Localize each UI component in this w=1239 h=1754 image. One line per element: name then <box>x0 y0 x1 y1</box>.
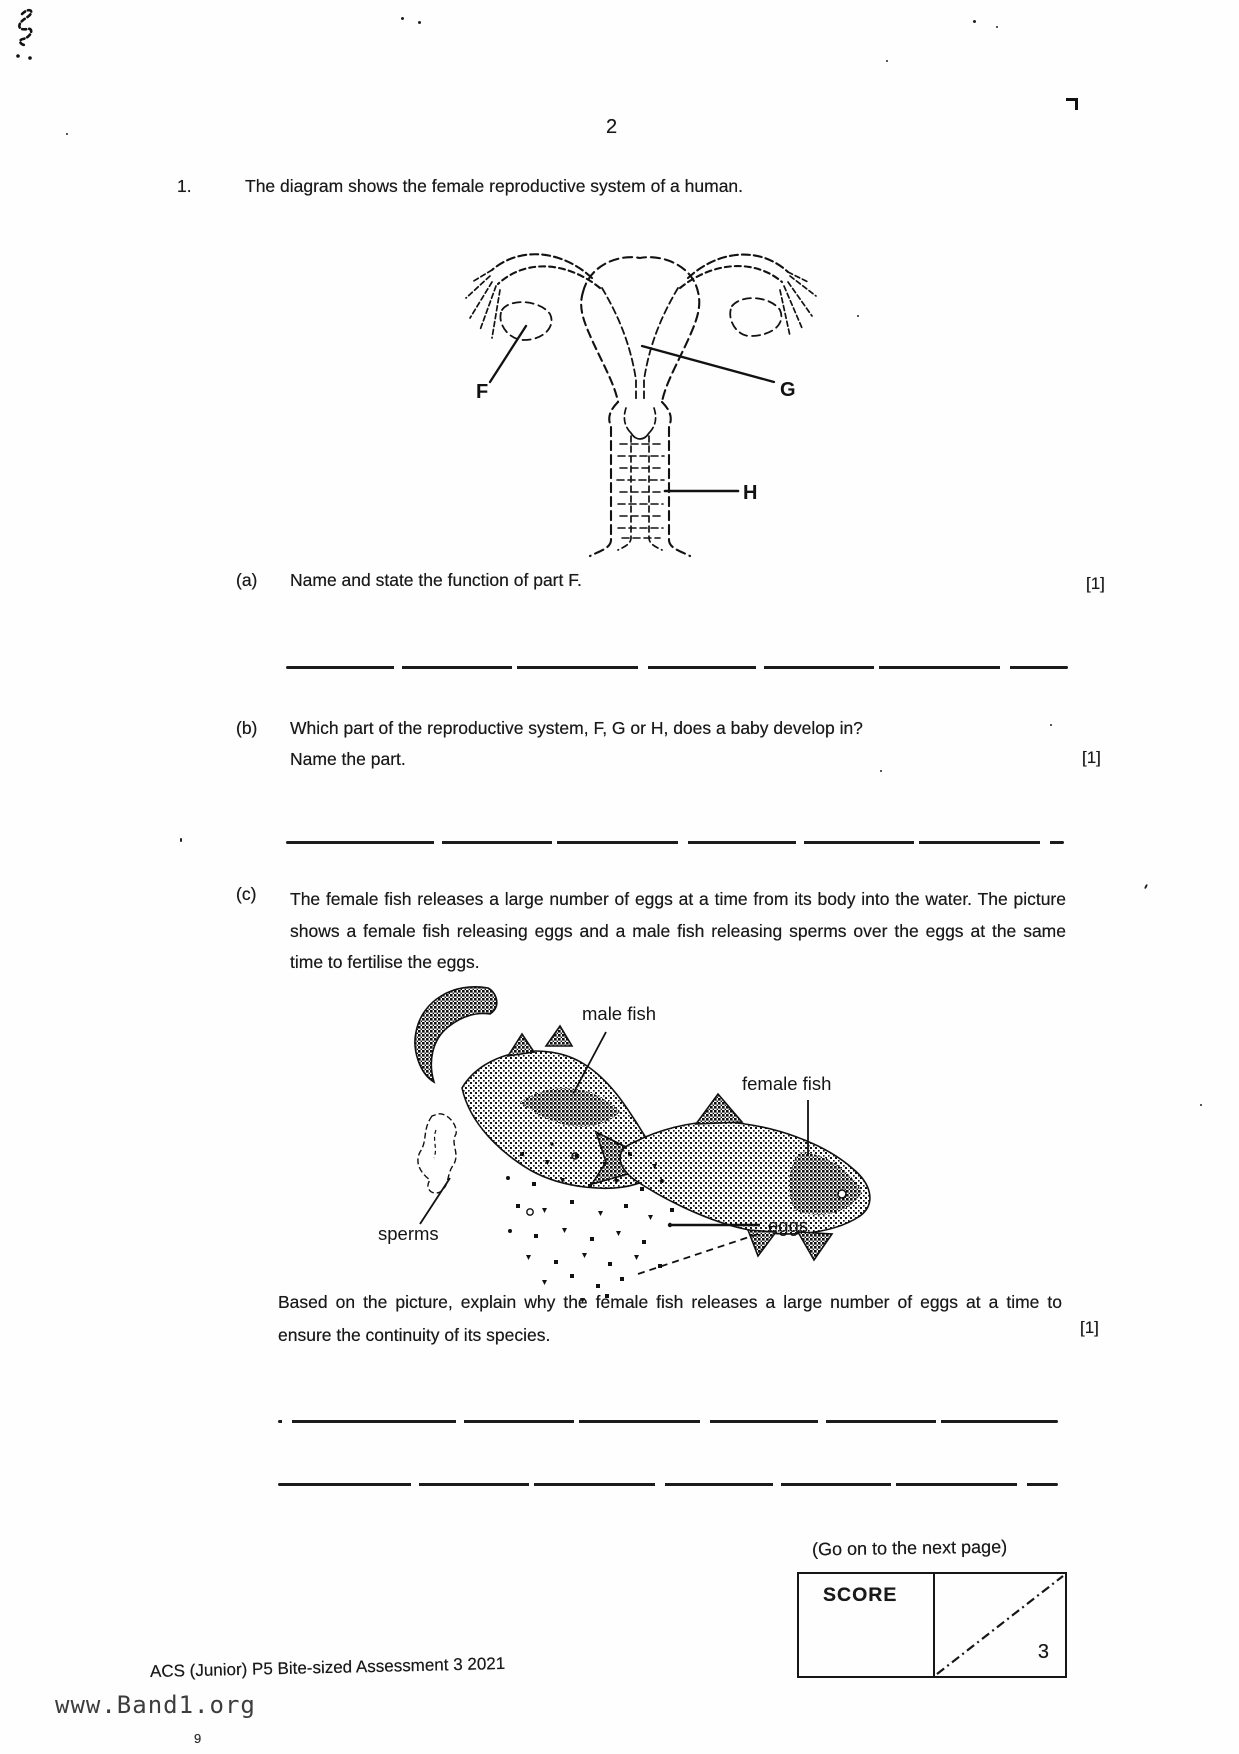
scan-speck <box>418 21 421 24</box>
scan-speck <box>886 60 888 62</box>
sperms-label: sperms <box>378 1223 439 1244</box>
question-intro: The diagram shows the female reproductive system of a human. <box>245 176 744 196</box>
diagram-label-H: H <box>743 482 758 504</box>
eggs-label: eggs <box>768 1215 809 1236</box>
part-a-marks: [1] <box>1086 574 1105 593</box>
scan-speck <box>1050 724 1052 726</box>
scan-speck <box>1144 884 1148 889</box>
scan-speck <box>66 133 68 135</box>
part-c-prompt: Based on the picture, explain why the female fish releases a large number of eggs at a time to ensure the continuity of its species. <box>278 1292 1062 1345</box>
footer-text: ACS (Junior) P5 Bite-sized Assessment 3 2021 <box>149 1653 506 1681</box>
scan-speck <box>180 838 182 842</box>
part-b-marks: [1] <box>1082 748 1101 767</box>
sperm-stream <box>418 1114 456 1193</box>
scan-speck <box>857 315 859 317</box>
answer-line[interactable] <box>286 841 1064 844</box>
stray-glyph: 9 <box>194 1731 202 1746</box>
watermark: www.Band1.org <box>55 1691 256 1719</box>
part-c-label: (c) <box>236 884 257 904</box>
answer-line[interactable] <box>278 1420 1058 1423</box>
score-box <box>797 1572 1067 1678</box>
page-number: 2 <box>606 116 618 138</box>
egg-hollow <box>527 1209 533 1215</box>
scan-speck <box>1200 1104 1202 1106</box>
male-fish-label: male fish <box>582 1003 657 1024</box>
part-c-marks: [1] <box>1080 1318 1099 1337</box>
part-a-label: (a) <box>236 570 258 590</box>
next-page-note: (Go on to the next page) <box>811 1536 1008 1560</box>
diagram-label-G: G <box>780 379 796 401</box>
part-b-label: (b) <box>236 718 258 738</box>
part-b-question-line2: Name the part. <box>290 749 406 769</box>
part-c-text: The female fish releases a large number of eggs at a time from its body into the water. The picture shows a female fish releasing eggs and a male fish releasing sperms over the eggs at the same time to fertilise the eggs. <box>290 889 1066 972</box>
scan-scribble-artifact <box>6 4 46 74</box>
part-a-question: Name and state the function of part F. <box>290 570 582 590</box>
scan-mark <box>1066 98 1078 110</box>
question-number: 1. <box>177 176 192 196</box>
scan-speck <box>973 20 976 23</box>
fish-diagram <box>370 982 990 1312</box>
answer-line[interactable] <box>278 1483 1058 1486</box>
diagram-label-F: F <box>476 381 489 403</box>
score-total: 3 <box>1037 1641 1049 1663</box>
scan-speck <box>996 26 998 28</box>
score-label: SCORE <box>823 1584 898 1606</box>
part-b-question-line1: Which part of the reproductive system, F, G or H, does a baby develop in? <box>290 718 863 738</box>
answer-line[interactable] <box>286 666 1068 669</box>
scan-speck <box>880 770 882 772</box>
female-fish-label: female fish <box>742 1073 832 1094</box>
scan-speck <box>401 17 404 20</box>
reproductive-system-diagram <box>450 230 830 580</box>
